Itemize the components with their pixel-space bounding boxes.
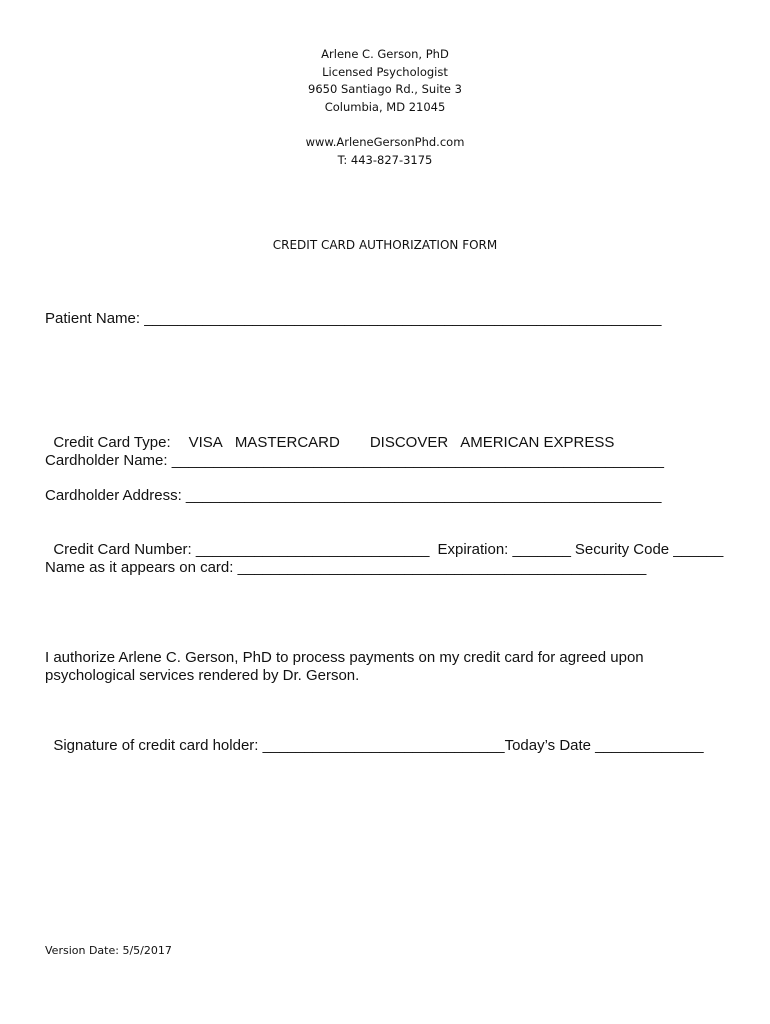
phone: T: 443-827-3175 [337,152,433,167]
card-type-mastercard[interactable]: MASTERCARD [234,434,340,451]
card-type-discover[interactable]: DISCOVER [369,434,449,451]
patient-name-field[interactable]: Patient Name: ______________________________________________________________ [45,310,662,327]
contact-info [0,134,770,169]
address-line-1: 9650 Santiago Rd., Suite 3 [308,82,462,96]
authorization-statement: I authorize Arlene C. Gerson, PhD to process payments on my credit card for agreed upon psychological services rendered by Dr. Gerson. [45,649,644,684]
letterhead [0,46,770,116]
date-field[interactable]: Today’s Date _____________ [504,737,704,754]
version-date: Version Date: 5/5/2017 [45,944,172,957]
cardholder-name-field[interactable]: Cardholder Name: ___________________________________________________________ [45,452,664,469]
card-type-row [45,416,614,452]
card-number-row [45,523,723,559]
form-title: CREDIT CARD AUTHORIZATION FORM [272,238,498,252]
address-line-2: Columbia, MD 21045 [324,99,446,114]
practitioner-name: Arlene C. Gerson, PhD [321,47,449,61]
card-type-visa[interactable]: VISA [188,434,223,451]
name-on-card-field[interactable]: Name as it appears on card: _________________________________________________ [45,559,647,576]
security-code-field[interactable]: Security Code ______ [574,541,724,558]
signature-row [45,719,704,755]
card-number-field[interactable]: Credit Card Number: ____________________________ [53,541,430,558]
signature-field[interactable]: Signature of credit card holder: _____________________________ [53,737,505,754]
cardholder-address-field[interactable]: Cardholder Address: _________________________________________________________ [45,487,662,504]
expiration-field[interactable]: Expiration: _______ [437,541,571,558]
card-type-american-express[interactable]: AMERICAN EXPRESS [460,434,615,451]
card-type-label: Credit Card Type: [53,434,171,451]
practitioner-title: Licensed Psychologist [322,64,448,79]
website: www.ArleneGersonPhd.com [305,135,465,149]
